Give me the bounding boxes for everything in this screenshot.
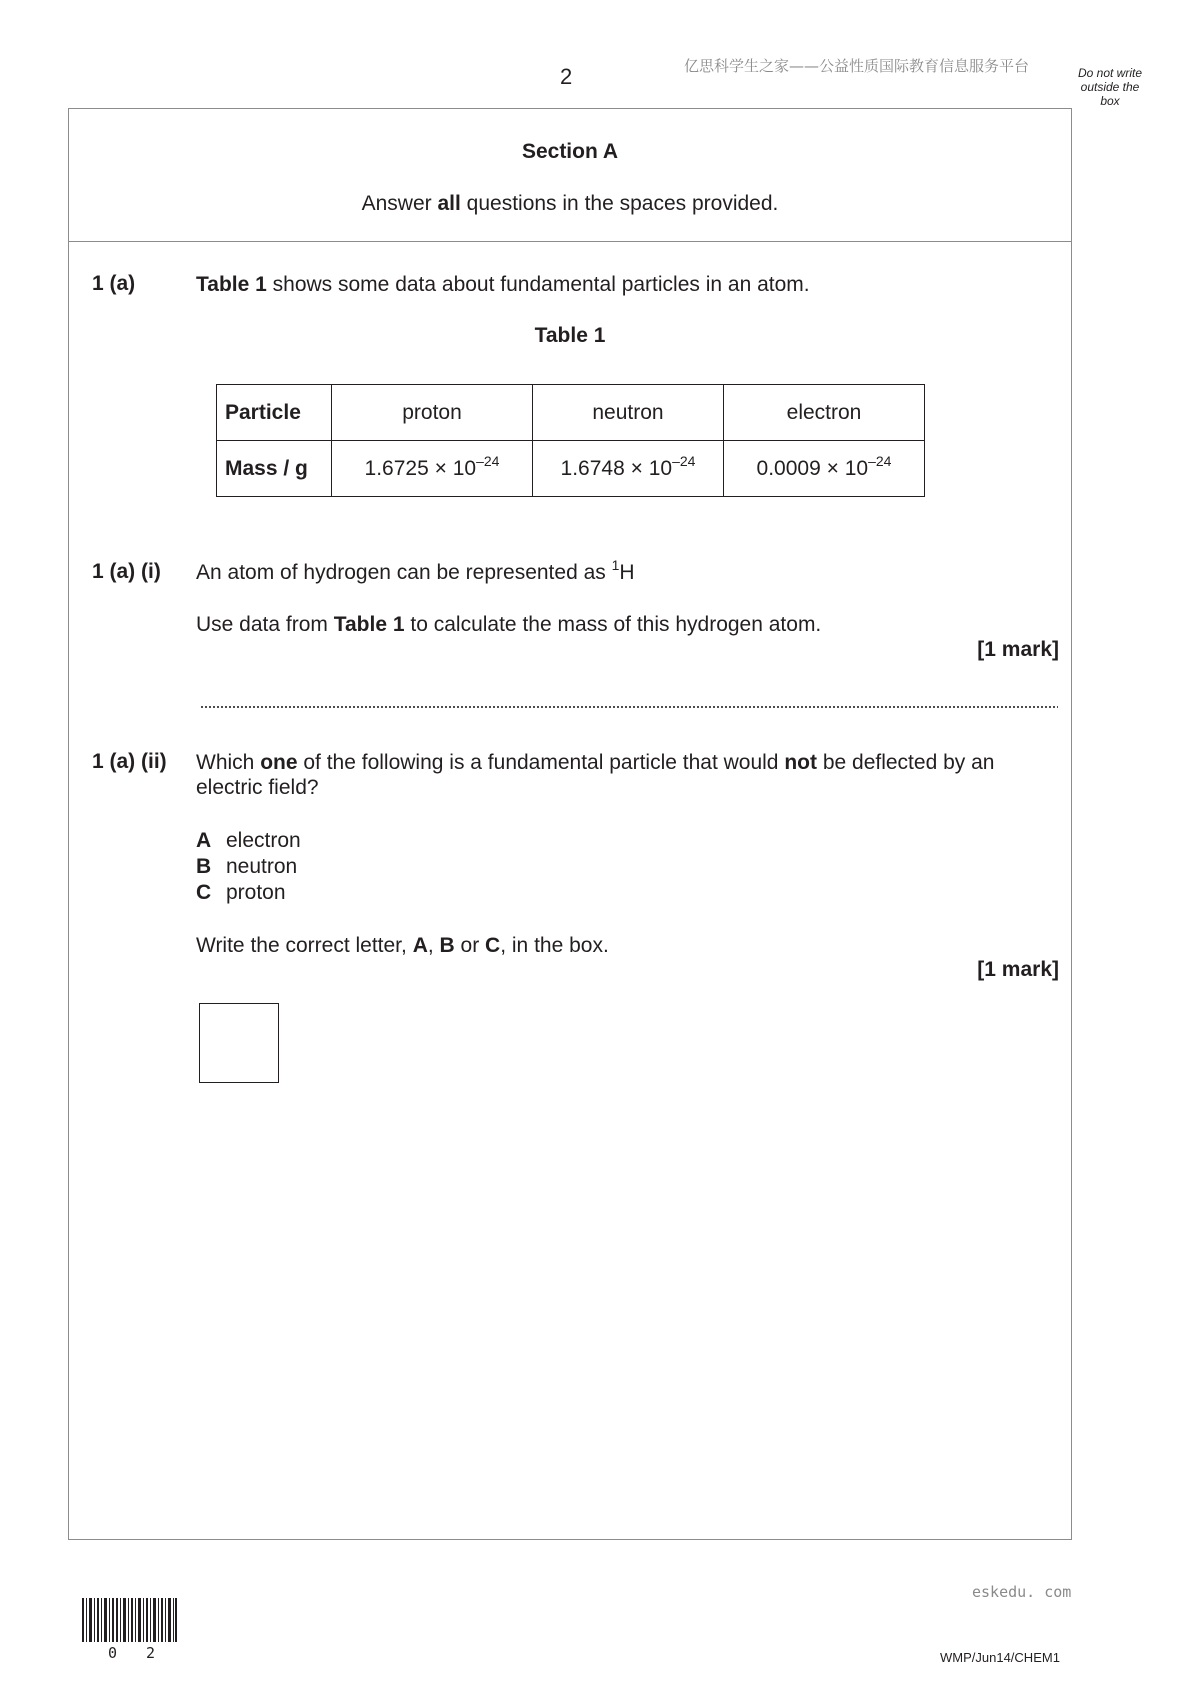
question-1ai-line2: Use data from Table 1 to calculate the mass of this hydrogen atom. (196, 613, 822, 636)
question-1aii-instruction: Write the correct letter, A, B or C, in the box. (196, 934, 609, 957)
header-watermark: 亿思科学生之家——公益性质国际教育信息服务平台 (684, 57, 1030, 75)
section-title: Section A (521, 140, 619, 163)
section-divider (68, 241, 1072, 242)
table-caption: Table 1 (534, 324, 606, 347)
question-1ai-line1: An atom of hydrogen can be represented as $^1$H (196, 557, 635, 584)
barcode-icon (82, 1598, 178, 1646)
table-row-mass (217, 441, 925, 497)
table-cell-electron: electron (724, 385, 925, 441)
question-1aii-line2: electric field? (196, 776, 319, 799)
question-number-1aii: 1 (a) (ii) (92, 750, 167, 773)
marks-1aii: [1 mark] (977, 958, 1059, 981)
table-cell-proton: proton (332, 385, 533, 441)
table-cell-electron-mass: $0.0009 \times 10^{-24}$ (724, 441, 925, 497)
option-text-b: neutron (226, 855, 298, 878)
margin-note: Do not write outside the box (1077, 66, 1143, 108)
barcode-digits: 0 2 (108, 1644, 166, 1662)
table-cell-neutron: neutron (533, 385, 724, 441)
page-number: 2 (560, 64, 573, 89)
paper-code: WMP/Jun14/CHEM1 (940, 1650, 1060, 1665)
question-number-1a: 1 (a) (92, 272, 136, 295)
table-cell-neutron-mass: $1.6748 \times 10^{-24}$ (533, 441, 724, 497)
table-row-header-particle: Particle (217, 385, 332, 441)
answer-frame (68, 108, 1072, 1540)
question-1a-text: Table 1 shows some data about fundamental particles in an atom. (196, 273, 810, 296)
section-instruction: Answer all questions in the spaces provided. (361, 192, 779, 215)
option-letter-b: B (196, 855, 212, 878)
option-letter-c: C (196, 881, 212, 904)
footer-watermark: eskedu. com (972, 1583, 1072, 1601)
option-letter-a: A (196, 829, 212, 852)
option-text-c: proton (226, 881, 286, 904)
table-row-particle (217, 385, 925, 441)
answer-box-1aii[interactable] (199, 1003, 279, 1083)
answer-line-1ai[interactable] (200, 704, 1058, 710)
particle-data-table (216, 384, 925, 497)
marks-1ai: [1 mark] (977, 638, 1059, 661)
question-number-1ai: 1 (a) (i) (92, 560, 161, 583)
option-text-a: electron (226, 829, 301, 852)
table-row-header-mass: Mass / g (217, 441, 332, 497)
table-cell-proton-mass: $1.6725 \times 10^{-24}$ (332, 441, 533, 497)
question-1aii-line1: Which one of the following is a fundamental particle that would not be deflected by an (196, 751, 995, 774)
